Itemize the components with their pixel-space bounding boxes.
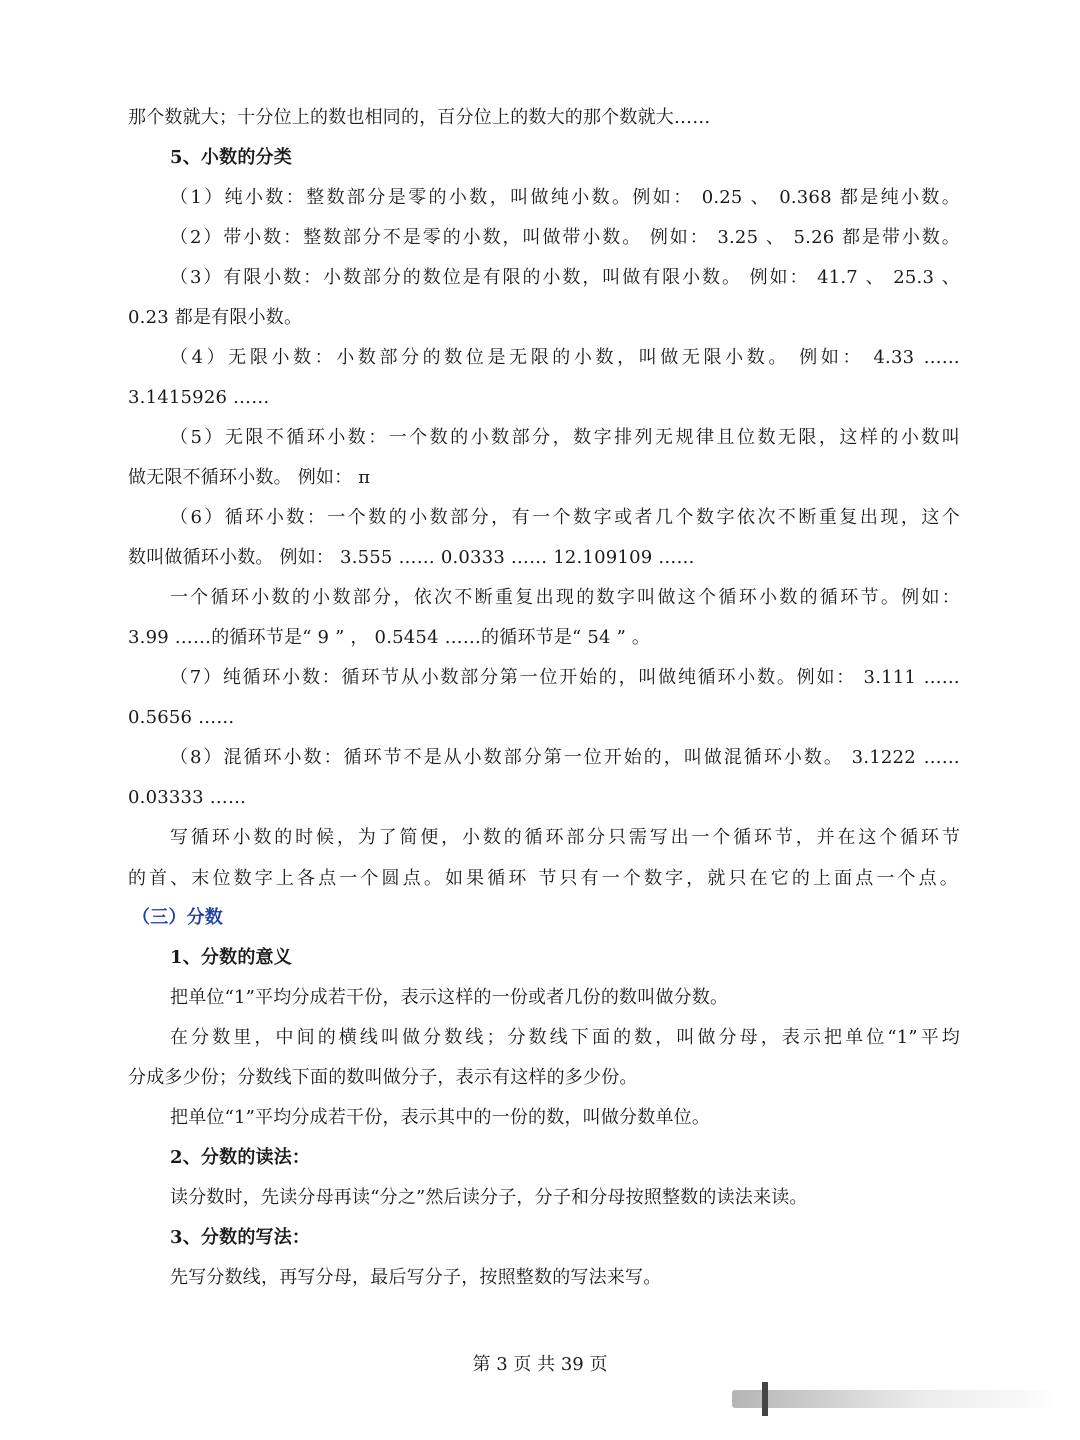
text-line: （5）无限不循环小数：一个数的小数部分，数字排列无规律且位数无限，这样的小数叫 — [170, 427, 960, 448]
text-line: 0.5656 …… — [128, 707, 235, 728]
text-line: 3.1415926 …… — [128, 387, 270, 408]
text-line: （3）有限小数：小数部分的数位是有限的小数，叫做有限小数。 例如： 41.7 、 25.3 、 — [170, 267, 960, 288]
section-heading: 1、分数的意义 — [170, 947, 292, 968]
text-line: （1）纯小数：整数部分是零的小数，叫做纯小数。例如： 0.25 、 0.368 都是纯小数。 — [170, 187, 960, 208]
watermark-logo — [692, 1380, 1062, 1420]
section-heading: 3、分数的写法： — [170, 1227, 311, 1248]
text-line: 把单位“1”平均分成若干份，表示其中的一份的数，叫做分数单位。 — [170, 1107, 711, 1128]
text-line: 0.03333 …… — [128, 787, 247, 808]
text-line: 先写分数线，再写分母，最后写分子，按照整数的写法来写。 — [170, 1267, 662, 1288]
text-line: 在分数里，中间的横线叫做分数线；分数线下面的数，叫做分母，表示把单位“1”平均 — [170, 1027, 960, 1048]
text-line: 做无限不循环小数。 例如： π — [128, 467, 371, 488]
text-line: 一个循环小数的小数部分，依次不断重复出现的数字叫做这个循环小数的循环节。例如： — [170, 587, 960, 608]
text-line: 把单位“1”平均分成若干份，表示这样的一份或者几份的数叫做分数。 — [170, 987, 729, 1008]
text-line: 3.99 ……的循环节是“ 9 ” ， 0.5454 ……的循环节是“ 54 ” 。 — [128, 627, 651, 648]
text-line: （7）纯循环小数：循环节从小数部分第一位开始的，叫做纯循环小数。例如： 3.111 …… — [170, 667, 960, 688]
text-line: （8）混循环小数：循环节不是从小数部分第一位开始的，叫做混循环小数。 3.1222 …… — [170, 747, 960, 768]
section-heading: 5、小数的分类 — [170, 147, 292, 168]
text-line: 写循环小数的时候，为了简便，小数的循环部分只需写出一个循环节，并在这个循环节 — [170, 827, 960, 848]
text-line: （2）带小数：整数部分不是零的小数，叫做带小数。 例如： 3.25 、 5.26 都是带小数。 — [170, 227, 960, 248]
text-line: 数叫做循环小数。 例如： 3.555 …… 0.0333 …… 12.109109 …… — [128, 547, 695, 568]
text-line: （4）无限小数：小数部分的数位是无限的小数，叫做无限小数。 例如： 4.33 …… — [170, 347, 960, 368]
text-line: （6）循环小数：一个数的小数部分，有一个数字或者几个数字依次不断重复出现，这个 — [170, 507, 960, 528]
text-line: 分成多少份；分数线下面的数叫做分子，表示有这样的多少份。 — [128, 1067, 638, 1088]
text-line: 读分数时，先读分母再读“分之”然后读分子，分子和分母按照整数的读法来读。 — [170, 1187, 808, 1208]
text-line: 那个数就大；十分位上的数也相同的，百分位上的数大的那个数就大…… — [128, 107, 711, 128]
watermark-mark — [762, 1382, 768, 1416]
text-line: 的首、末位数字上各点一个圆点。如果循环 节只有一个数字，就只在它的上面点一个点。 — [128, 868, 958, 889]
text-line: 0.23 都是有限小数。 — [128, 307, 303, 328]
chapter-heading: （三）分数 — [132, 907, 223, 928]
section-heading: 2、分数的读法： — [170, 1147, 311, 1168]
watermark-bar — [732, 1390, 1052, 1408]
page-footer: 第 3 页 共 39 页 — [472, 1354, 608, 1375]
